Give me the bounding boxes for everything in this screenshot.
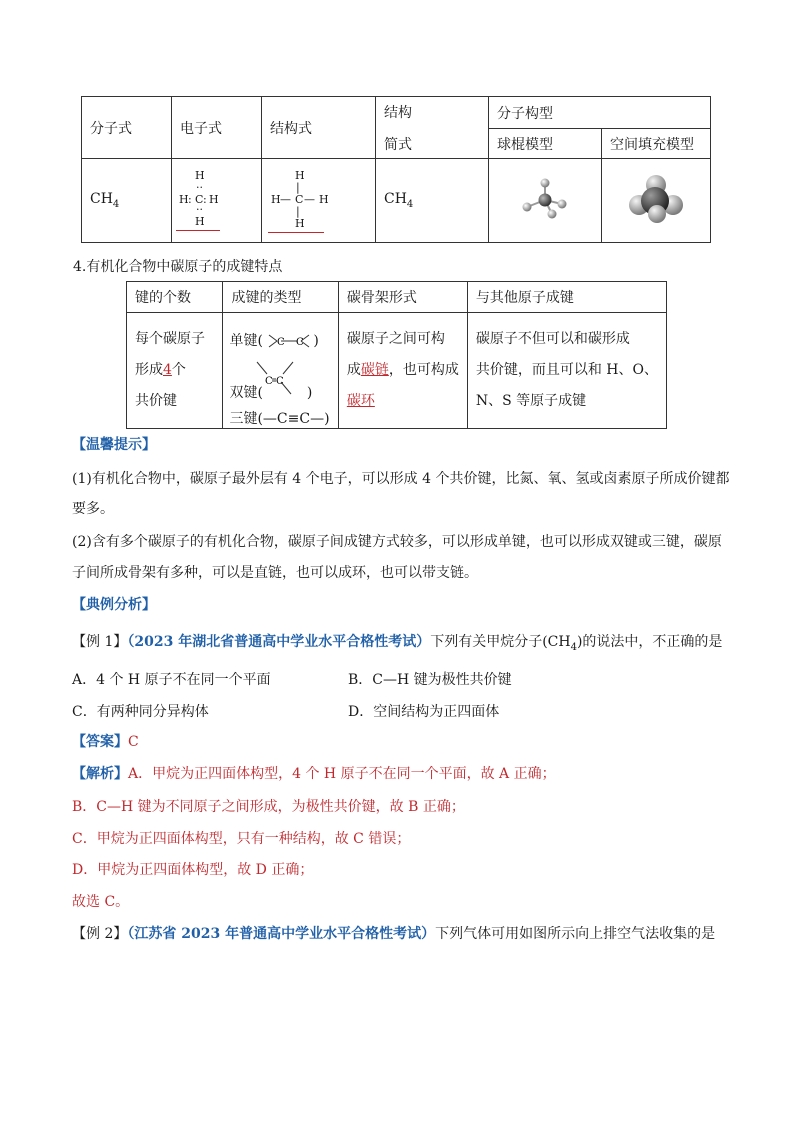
electron-dots-bottom: ·· [196,203,203,216]
cell-other-atoms [467,313,666,429]
header-molecular-formula: 分子式 [82,97,172,159]
header-condensed-line2: 简式 [384,136,412,153]
svg-text:C: C [296,337,305,348]
example2-source: （江苏省 2023 年普通高中学业水平合格性考试） [127,926,436,942]
electron-h-top: H [195,169,205,182]
example1-question-end: )的说法中，不正确的是 [576,634,723,650]
struct-bar-top: | [296,181,300,194]
electron-h-bottom: H [195,215,205,228]
electron-formula-drawing [172,159,261,243]
struct-h-right: H [319,193,329,206]
option-a: A．4 个 H 原子不在同一个平面 [72,672,271,688]
svg-text:C: C [277,337,286,348]
tips-p1-line2: 要多。 [72,501,114,517]
struct-c: C [295,193,304,206]
header-molecular-shape: 分子构型 [489,97,711,129]
option-d: D．空间结构为正四面体 [348,704,500,720]
example1-question-sub: 4 [570,641,577,653]
bond-count-line3: 共价键 [135,393,177,409]
bond-count-number: 4 [163,362,172,378]
single-bond-row [229,330,318,351]
double-bond-close: ) [306,385,313,401]
formula-subscript: 4 [112,198,120,210]
skeleton-text-b: ，也可构成 [388,362,459,378]
header-ball-stick: 球棍模型 [489,129,602,159]
cell-skeleton [338,313,467,429]
cell-bond-types [223,313,338,429]
bond-count-line2 [135,355,214,386]
other-atoms-line2: 共价键，而且可以和 H、O、 [475,362,658,378]
cell-ball-stick-model [489,159,602,243]
electron-underline [176,230,220,231]
header-structural-formula: 结构式 [262,97,376,159]
tips-p2-line2: 子间所成骨架有多种，可以是直链，也可以成环，也可以带支链。 [72,565,478,581]
electron-colon-right: : [203,193,207,206]
example1-question [72,632,722,658]
struct-h-bottom: H [295,217,305,230]
bonding-table [126,281,667,429]
single-bond-image [267,331,313,351]
option-c: C．有两种同分异构体 [72,704,209,720]
example1-label: 【例 1】 [72,634,128,650]
bond-count-text-a: 形成 [135,362,163,378]
electron-dots-top: ·· [196,181,203,194]
cell-electron-formula [172,159,262,243]
answer-line [72,732,139,752]
struct-h-left: H [271,193,281,206]
single-bond-label: 单键( [229,333,263,349]
skeleton-chain: 碳链 [360,362,389,378]
double-bond-top [229,360,312,387]
header-condensed-formula [376,97,489,159]
cell-ch4-formula [82,159,172,243]
cell-space-filling-model [602,159,711,243]
answer-value: C [128,734,139,750]
double-bond-row [229,360,312,402]
header-condensed-line1: 结构 [384,104,412,121]
tips-p1-line1: (1)有机化合物中，碳原子最外层有 4 个电子，可以形成 4 个共价键，比氮、氧、氢或卤素原子所成价键都 [72,471,730,487]
cell-ch4-condensed [376,159,489,243]
tips-title: 【温馨提示】 [72,437,156,453]
ball-stick-model-image [515,174,575,224]
double-bond-label: 双键( [229,385,263,401]
skeleton-line1: 碳原子之间可构 [346,331,445,347]
header-skeleton: 碳骨架形式 [338,282,467,313]
cell-structural-formula [262,159,376,243]
single-bond-close: ) [313,333,319,349]
svg-text:C: C [276,376,285,387]
example1-source: （2023 年湖北省普通高中学业水平合格性考试） [127,634,431,650]
struct-h-top: H [295,169,305,182]
formula-text: CH [90,191,113,208]
electron-c: C [195,193,204,206]
analysis-d: D．甲烷为正四面体构型，故 D 正确； [72,862,314,878]
section4-title: 4.有机化合物中碳原子的成键特点 [73,259,283,275]
struct-bar-bottom: | [296,205,300,218]
other-atoms-line1: 碳原子不但可以和碳形成 [475,331,630,347]
analysis-b: B．C—H 键为不同原子之间形成，为极性共价键，故 B 正确； [72,799,465,815]
option-b: B．C—H 键为极性共价键 [348,672,512,688]
skeleton-ring: 碳环 [346,393,375,409]
examples-title: 【典例分析】 [72,597,156,613]
electron-h-right: H [209,193,219,206]
struct-dash-left: — [280,193,291,206]
example2-label: 【例 2】 [72,926,128,942]
bond-count-text-b: 个 [171,362,186,378]
other-atoms-line3: N、S 等原子成键 [475,393,587,409]
svg-text:C: C [265,376,274,387]
electron-h-left: H [179,193,189,206]
struct-underline [268,232,324,233]
header-other-atoms: 与其他原子成键 [467,282,666,313]
skeleton-text-a: 成 [346,362,361,378]
electron-colon-left: : [188,193,192,206]
condensed-text: CH [384,191,407,208]
condensed-subscript: 4 [406,198,414,210]
header-bond-type: 成键的类型 [223,282,338,313]
cell-bond-count [127,313,223,429]
triple-bond-label: 三键(—C≡C—) [229,411,330,427]
struct-dash-right: — [304,193,315,206]
tips-p2-line1: (2)含有多个碳原子的有机化合物，碳原子间成键方式较多，可以形成单键，也可以形成双键或三键，碳原 [72,534,722,550]
analysis-label: 【解析】 [72,766,128,782]
answer-label: 【答案】 [72,734,128,750]
example1-question-text: 下列有关甲烷分子(CH [430,634,571,650]
example2-question-text: 下列气体可用如图所示向上排空气法收集的是 [435,926,716,942]
bond-count-line1: 每个碳原子 [135,331,205,347]
structural-formula-drawing [262,159,375,243]
analysis-c: C．甲烷为正四面体构型，只有一种结构，故 C 错误； [72,831,411,847]
analysis-conclusion: 故选 C。 [72,894,130,910]
space-filling-model-image [624,172,688,226]
header-bond-count: 键的个数 [127,282,223,313]
example2-question [72,924,715,944]
header-space-filling: 空间填充模型 [602,129,711,159]
header-electron-formula: 电子式 [172,97,262,159]
analysis-line1 [72,764,556,784]
skeleton-line2 [347,355,459,386]
molecule-table [81,96,711,243]
analysis-a: A．甲烷为正四面体构型，4 个 H 原子不在同一个平面，故 A 正确； [128,766,556,782]
double-bond-image [253,360,297,404]
